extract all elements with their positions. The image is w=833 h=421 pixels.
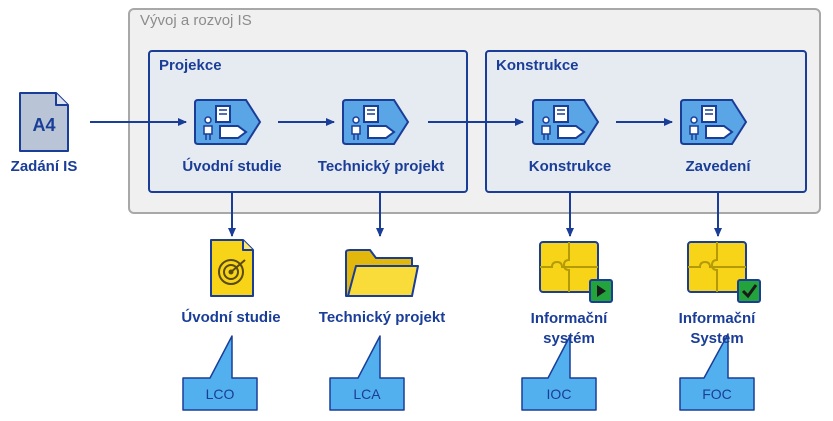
phase-title-projekce: Projekce [159,57,222,74]
process-step-icon [195,100,260,144]
output-label-technicky-projekt: Technický projekt [318,309,446,326]
input-document-label: Zadání IS [10,158,78,175]
output-label-line: systém [543,330,595,347]
a4-badge-text: A4 [32,115,56,135]
output-label-line: Informační [678,310,756,327]
output-label-line: Informační [530,310,608,327]
step-label-uvodni-studie: Úvodní studie [182,158,282,175]
step-label-konstrukce: Konstrukce [528,158,612,175]
phase-title-konstrukce: Konstrukce [496,57,579,74]
output-label-informacni-system-final [657,309,777,349]
milestone-label-foc: FOC [702,386,732,402]
outer-title: Vývoj a rozvoj IS [140,12,252,29]
output-label-informacni-system [509,309,629,349]
milestone-label-lca: LCA [353,386,381,402]
milestone-label-lco: LCO [205,386,235,402]
output-label-uvodni-studie: Úvodní studie [181,309,281,326]
puzzle-play-icon [540,242,612,302]
process-step-icon [533,100,598,144]
step-label-technicky-projekt: Technický projekt [317,158,445,175]
step-label-zavedeni: Zavedení [685,158,751,175]
process-step-icon [343,100,408,144]
puzzle-check-icon [688,242,760,302]
output-label-line: System [690,330,744,347]
milestone-label-ioc: IOC [546,386,572,402]
folder-icon [346,250,418,296]
target-document-icon [211,240,253,296]
process-step-icon [681,100,746,144]
